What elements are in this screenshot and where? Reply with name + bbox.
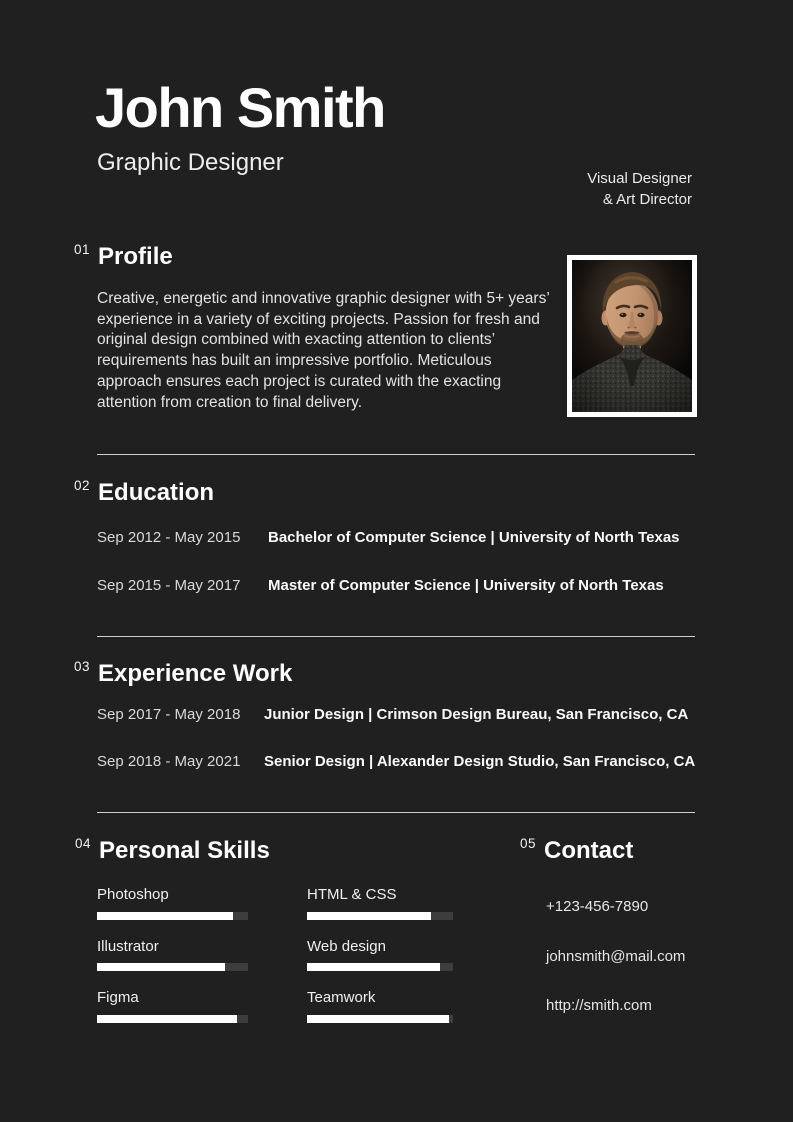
experience-row (97, 753, 737, 770)
skill-item (97, 887, 248, 920)
skill-bar-fill (307, 912, 431, 920)
section-title: Education (98, 479, 215, 506)
skill-bar-fill (97, 912, 233, 920)
section-number: 03 (74, 659, 91, 674)
skill-bar (97, 912, 248, 920)
education-row (97, 529, 737, 546)
experience-role: Senior Design | Alexander Design Studio, San Francisco, CA (264, 753, 696, 770)
skill-item (307, 939, 453, 972)
job-title: Graphic Designer (97, 149, 284, 176)
education-period: Sep 2012 - May 2015 (97, 529, 241, 546)
skill-label: Web design (307, 937, 386, 955)
experience-period: Sep 2018 - May 2021 (97, 753, 241, 770)
skill-bar (97, 963, 248, 971)
tagline (587, 168, 692, 210)
skill-item (97, 939, 248, 972)
education-degree: Bachelor of Computer Science | University of North Texas (268, 529, 680, 546)
skill-bar (307, 963, 453, 971)
portrait-photo (572, 260, 692, 412)
section-number: 02 (74, 478, 91, 493)
section-title: Contact (544, 837, 634, 864)
section-title: Personal Skills (99, 837, 270, 864)
education-degree: Master of Computer Science | University of North Texas (268, 577, 664, 594)
skill-bar (307, 912, 453, 920)
experience-role: Junior Design | Crimson Design Bureau, San Francisco, CA (264, 706, 689, 723)
contact-list (546, 899, 685, 1048)
section-number: 01 (74, 242, 91, 257)
skill-label: Illustrator (97, 937, 159, 955)
skill-bar (97, 1015, 248, 1023)
skill-bar (307, 1015, 453, 1023)
profile-summary: Creative, energetic and innovative graphic designer with 5+ years’ experience in a variety of exciting projects. Passion for fresh and original design combined with exacting attention to clients’ requirements has built an impressive portfolio. Meticulous approach ensures each project is curated with the exacting attention from creation to final delivery. (97, 290, 550, 411)
section-header-contact (520, 836, 634, 864)
education-row (97, 577, 737, 594)
section-divider (97, 812, 695, 813)
skill-bar-fill (307, 1015, 449, 1023)
section-title: Experience Work (98, 660, 293, 687)
skill-label: HTML & CSS (307, 886, 397, 903)
section-number: 04 (75, 836, 92, 851)
experience-row (97, 706, 737, 723)
section-divider (97, 636, 695, 637)
education-period: Sep 2015 - May 2017 (97, 577, 241, 594)
tagline-line-1: Visual Designer (587, 170, 692, 187)
skill-bar-fill (97, 963, 225, 971)
contact-email: johnsmith@mail.com (546, 947, 686, 965)
skill-item (307, 887, 453, 920)
skill-item (307, 990, 453, 1023)
skill-label: Figma (97, 989, 139, 1006)
section-title: Profile (98, 243, 173, 270)
skill-bar-fill (307, 963, 440, 971)
section-header-skills (75, 836, 270, 864)
section-number: 05 (520, 836, 537, 851)
contact-website: http://smith.com (546, 997, 652, 1014)
section-header-education (74, 478, 215, 506)
section-header-experience (74, 659, 293, 687)
profile-photo-frame (567, 255, 697, 417)
section-header-profile (74, 242, 173, 270)
skills-grid (97, 887, 453, 1023)
skill-bar-fill (97, 1015, 237, 1023)
experience-period: Sep 2017 - May 2018 (97, 706, 241, 723)
contact-phone: +123-456-7890 (546, 898, 649, 915)
skill-item (97, 990, 248, 1023)
tagline-line-2: & Art Director (602, 191, 692, 208)
skill-label: Teamwork (307, 989, 376, 1006)
person-name: John Smith (95, 76, 385, 139)
skill-label: Photoshop (97, 886, 169, 903)
section-divider (97, 454, 695, 455)
